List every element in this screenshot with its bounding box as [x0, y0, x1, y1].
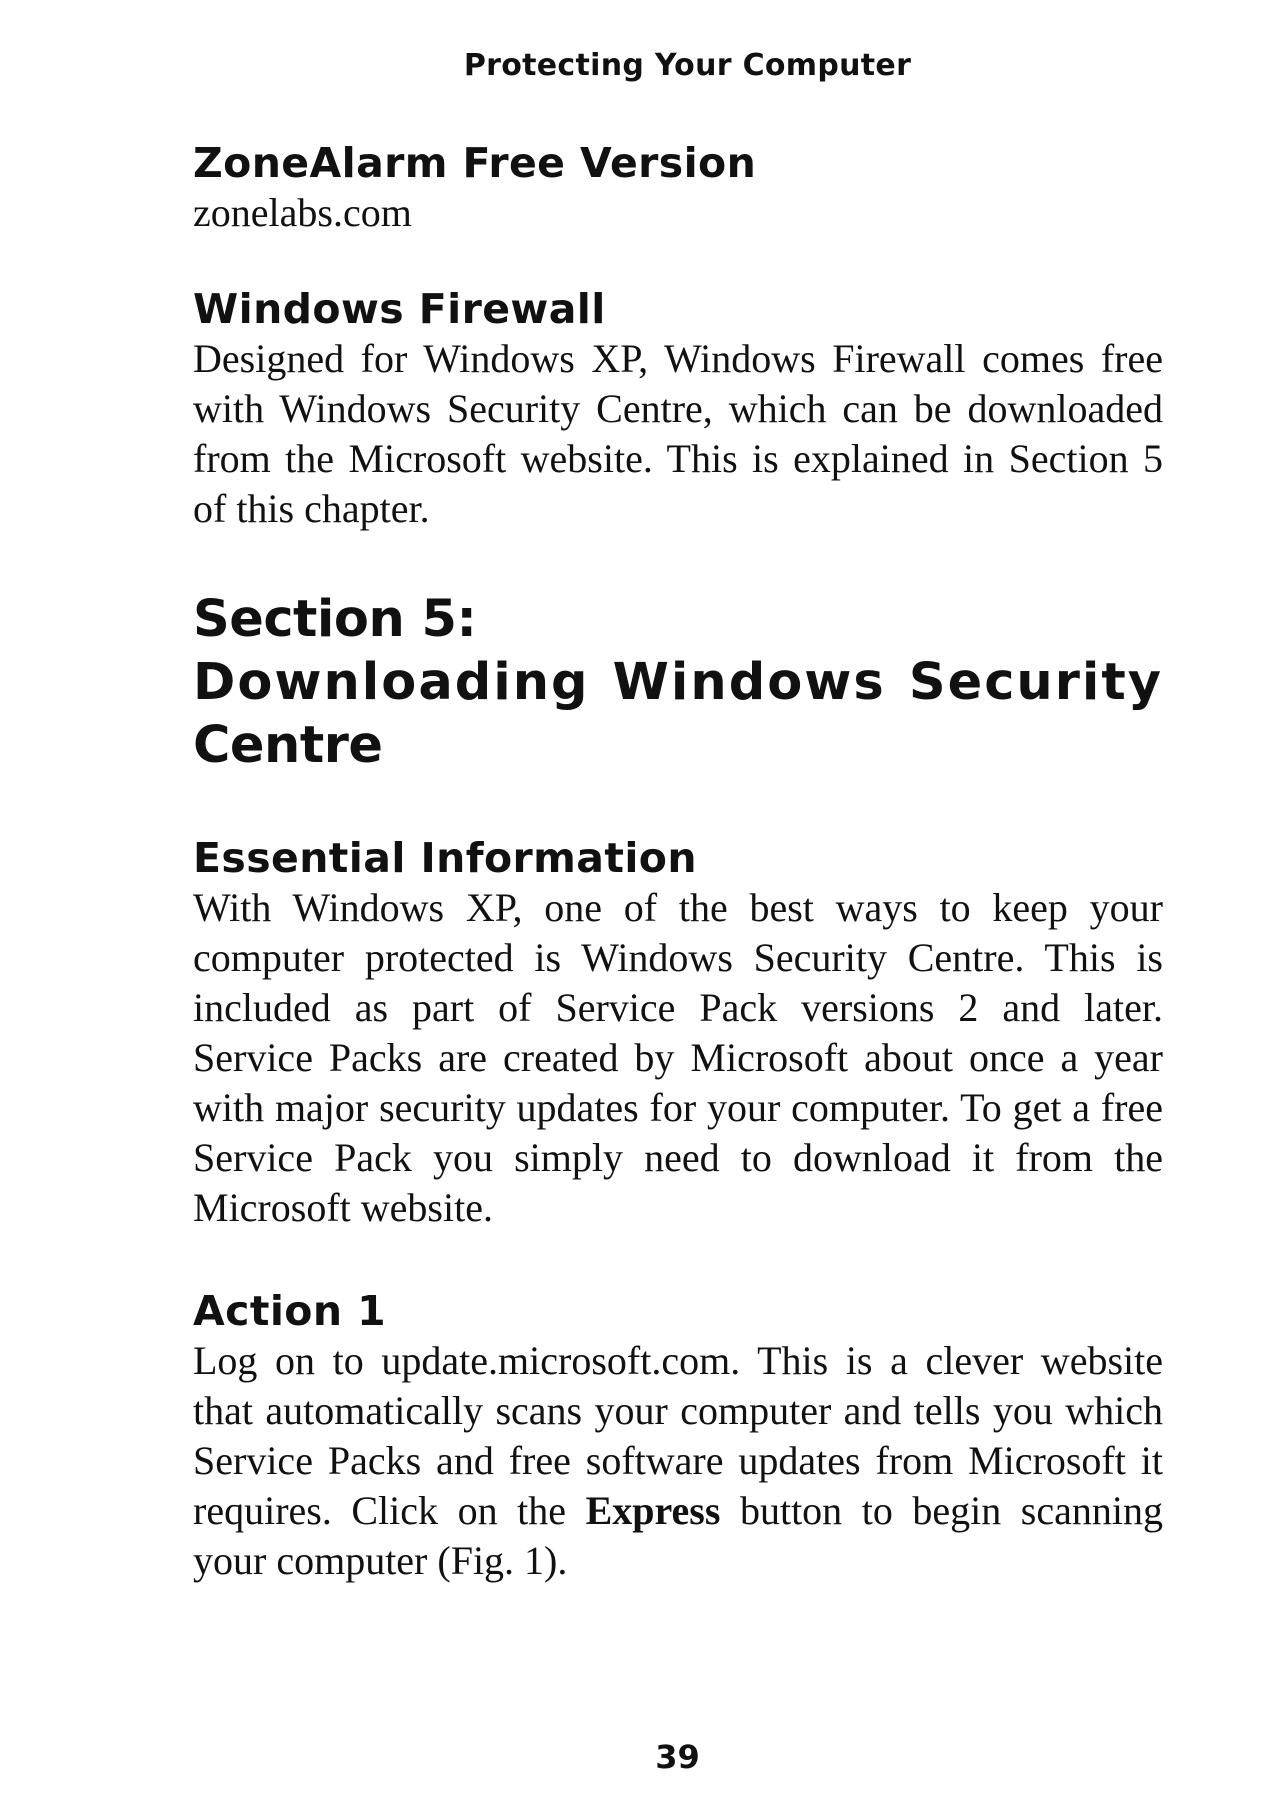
windows-firewall-heading: Windows Firewall	[193, 285, 606, 333]
windows-firewall-block	[193, 284, 1163, 534]
action-1-text-end: button to begin scanning your computer (Fig. 1).	[193, 1488, 1163, 1583]
page-number: 39	[655, 1738, 700, 1776]
running-head: Protecting Your Computer	[463, 48, 912, 83]
essential-information-block	[193, 833, 1163, 1233]
action-1-block	[193, 1286, 1163, 1586]
zonealarm-heading: ZoneAlarm Free Version	[193, 139, 757, 187]
windows-firewall-paragraph: Designed for Windows XP, Windows Firewall comes free with Windows Security Centre, which can be downloaded from the Microsoft website. This is explained in Section 5 of this chapter.	[193, 336, 1163, 531]
section-number: Section 5:	[193, 590, 477, 649]
essential-information-heading: Essential Information	[193, 834, 697, 882]
essential-information-paragraph: With Windows XP, one of the best ways to keep your computer protected is Windows Security Centre. This is included as part of Service Pack versions 2 and later. Service Packs are created by Microsoft about once a year with major security updates for your computer. To get a free Service Pack you simply need to download it from the Microsoft website.	[193, 885, 1163, 1230]
section-title-line-end: Centre	[193, 716, 383, 775]
section-title-block	[193, 588, 1163, 777]
action-1-text-start: Log on to update.microsoft.com. This is a clever website that automatically scans your computer and tells you which Service Packs and free software updates from Microsoft it requires. Click on the	[193, 1338, 1163, 1533]
zonealarm-block	[193, 138, 1163, 238]
section-title-line: Downloading Windows Security	[193, 653, 1163, 712]
action-1-paragraph	[193, 1336, 1163, 1586]
zonealarm-url: zonelabs.com	[193, 190, 412, 235]
action-1-heading: Action 1	[193, 1287, 387, 1335]
express-term: Express	[585, 1488, 721, 1533]
page-content	[193, 138, 1163, 1586]
